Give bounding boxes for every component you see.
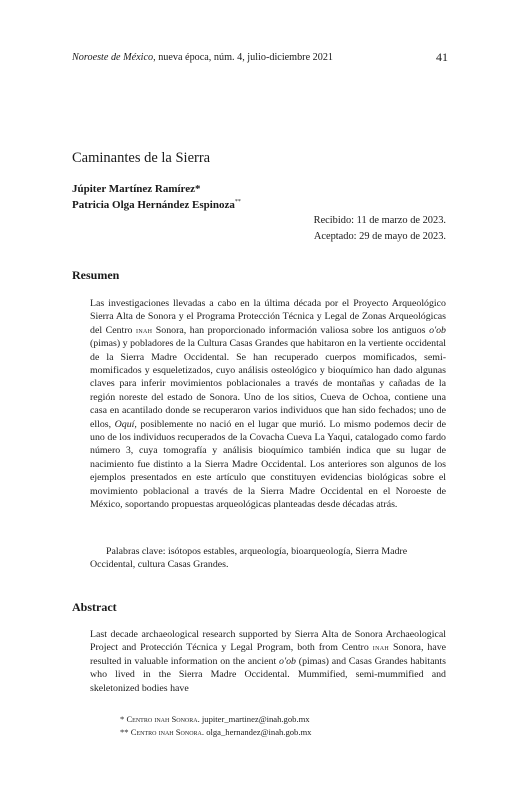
resumen-heading: Resumen <box>72 268 120 282</box>
abstract-paragraph: Last decade archaeological research supported by Sierra Alta de Sonora Archaeological Project and Protección Técnica y Legal Program, both from Centro inah Sonora, have resulted in valuable information on the ancient o'ob (pimas) and Casas Grandes habitants who lived in the Sierra Madre Occidental. Mummified, semi-mummified and skeletonized bodies have <box>90 629 447 694</box>
inah-acronym: inah <box>136 324 153 335</box>
accepted-date: Aceptado: 29 de mayo de 2023. <box>313 231 446 242</box>
oqui-term: Oquí <box>114 418 135 430</box>
inah-acronym: inah <box>372 642 389 653</box>
footnote-2-email: olga_hernandez@inah.gob.mx <box>206 727 312 737</box>
author-2-mark: ** <box>234 199 241 205</box>
author-2 <box>72 199 241 211</box>
issue-info: , nueva época, núm. 4, julio-diciembre 2021 <box>153 52 334 63</box>
page-number: 41 <box>436 50 448 64</box>
oob-term: o'ob <box>279 655 296 667</box>
footnote-1: * Centro inah Sonora. jupiter_martinez@inah.gob.mx <box>120 714 310 724</box>
running-header <box>72 52 452 63</box>
author-1: Júpiter Martínez Ramírez* <box>72 183 201 195</box>
resumen-paragraph: Las investigaciones llevadas a cabo en la última década por el Proyecto Arqueológico Sierra Alta de Sonora y el Programa Protección Técnica y Legal de Zonas Arqueológicas del Centro inah Sonora, han proporcionado información valiosa sobre los antiguos o'ob (pimas) y pobladores de la Cultura Casas Grandes que habitaron en la vertiente occidental de la Sierra Madre Occidental. Se han recuperado cuerpos momificados, semi-momificados y esqueletizados, cuyo análisis osteológico y bioquímico han dado algunas claves para inferir movimientos poblacionales a través de montañas y cañadas de la región noreste del estado de Sonora. Uno de los sitios, Cueva de Ochoa, contiene una casa en acantilado donde se recuperaron varios individuos que han sido fechados; uno de ellos, Oquí, posiblemente no nació en el lugar que murió. Lo mismo podemos decir de uno de los individuos recuperados de la Covacha Cueva La Yaqui, catalogado como fardo número 3, cuya tomografía y análisis bioquímico también indica que su lugar de nacimiento fue distinto a la Sierra Madre Occidental. Los anteriores son algunos de los ejemplos presentados en este artículo que constituyen evidencias biológicas sobre el movimiento poblacional a través de la Sierra Madre Occidental en el Noroeste de México, soportando propuestas arqueológicas planteadas desde décadas atrás. <box>90 298 446 511</box>
received-date: Recibido: 11 de marzo de 2023. <box>313 215 446 226</box>
abstract-heading: Abstract <box>72 600 117 614</box>
footnote-1-email: jupiter_martinez@inah.gob.mx <box>201 714 310 724</box>
author-2-name: Patricia Olga Hernández Espinoza <box>72 199 235 211</box>
footnote-2: ** Centro inah Sonora. olga_hernandez@inah.gob.mx <box>120 727 312 737</box>
journal-name: Noroeste de México <box>72 52 154 63</box>
oob-term: o'ob <box>429 324 446 336</box>
keywords: Palabras clave: isótopos estables, arqueología, bioarqueología, Sierra Madre Occidental, cultura Casas Grandes. <box>90 546 408 571</box>
article-title: Caminantes de la Sierra <box>72 150 211 166</box>
